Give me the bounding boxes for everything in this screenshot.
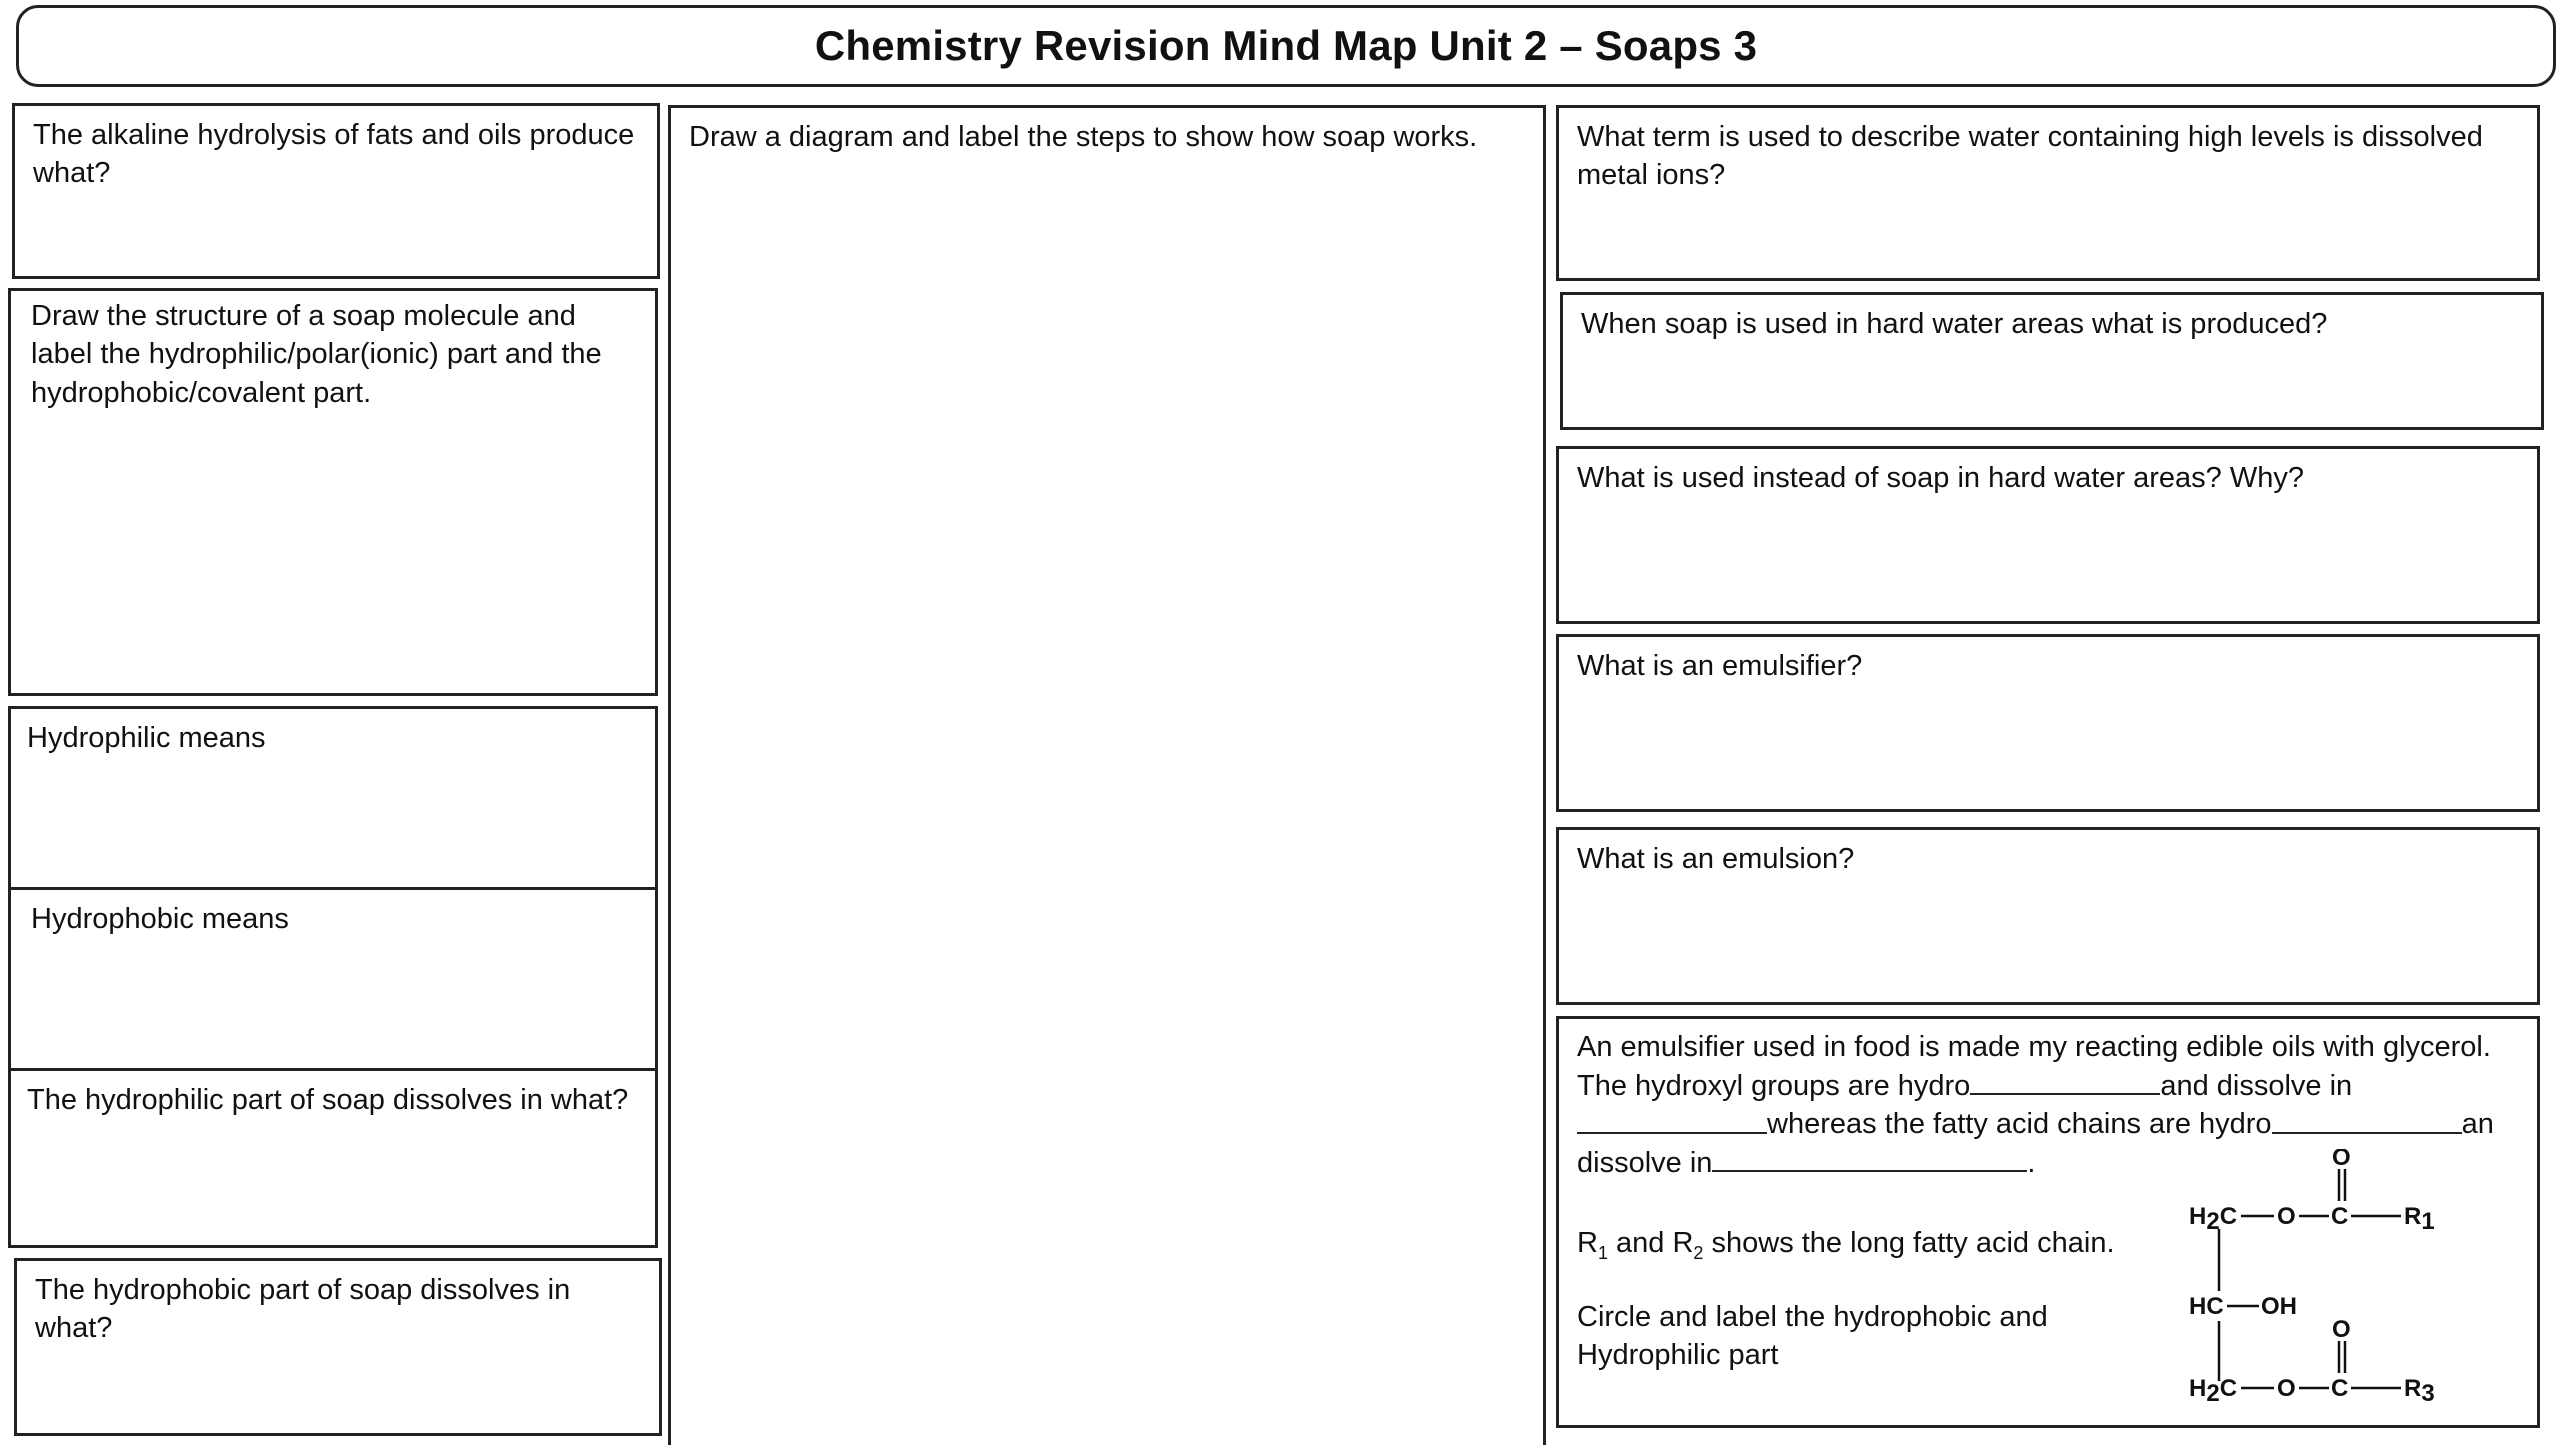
question-emulsifier: What is an emulsifier? <box>1577 650 1863 682</box>
question-hydrophilic-means: Hydrophilic means <box>27 722 266 754</box>
fatty-acid-note: $R_1$ and $R_2$ shows the long fatty acid chain. <box>1577 1227 2115 1263</box>
box-emulsifier <box>1556 634 2540 812</box>
structure-c-bottom: C <box>2331 1375 2349 1402</box>
structure-hc: HC <box>2189 1293 2224 1320</box>
emulsifier-line-1: An emulsifier used in food is made my reacting edible oils with glycerol. <box>1577 1031 2491 1063</box>
box-hydrophobic-means <box>8 887 658 1071</box>
box-hydrophobic-dissolves <box>14 1258 662 1436</box>
glyceride-structure <box>2179 1149 2499 1429</box>
blank-dissolve-2[interactable] <box>1712 1144 2027 1172</box>
title-banner <box>16 5 2556 87</box>
structure-h2c-bottom: H2C <box>2189 1375 2238 1407</box>
box-hard-water-term <box>1556 105 2540 281</box>
circle-instruction-1: Circle and label the hydrophobic and <box>1577 1301 2048 1334</box>
question-soap-alternative: What is used instead of soap in hard water areas? Why? <box>1577 462 2304 494</box>
box-emulsion <box>1556 827 2540 1005</box>
question-soap-structure: Draw the structure of a soap molecule and label the hydrophilic/polar(ionic) part and the hydrophobic/covalent part. <box>31 300 602 409</box>
box-how-soap-works <box>668 105 1546 1445</box>
question-how-soap-works: Draw a diagram and label the steps to show how soap works. <box>689 121 1478 153</box>
blank-hydro-2[interactable] <box>2272 1105 2462 1133</box>
box-hard-water-product <box>1560 292 2544 430</box>
structure-o-double-top: O <box>2332 1149 2351 1171</box>
emulsifier-line-4: dissolve in . <box>1577 1144 2519 1183</box>
box-soap-structure <box>8 288 658 696</box>
question-alkaline-hydrolysis: The alkaline hydrolysis of fats and oils produce what? <box>33 119 635 190</box>
question-hard-water-term: What term is used to describe water containing high levels is dissolved metal ions? <box>1577 121 2483 192</box>
box-emulsifier-food <box>1556 1016 2540 1428</box>
box-alkaline-hydrolysis <box>12 103 660 279</box>
structure-c-top: C <box>2331 1203 2349 1230</box>
emulsifier-line-2: The hydroxyl groups are hydro and dissolve in <box>1577 1067 2519 1106</box>
blank-dissolve-1[interactable] <box>1577 1105 1767 1133</box>
blank-hydro-1[interactable] <box>1970 1067 2160 1095</box>
circle-instruction-2: Hydrophilic part <box>1577 1338 1779 1371</box>
structure-h2c-top: H2C <box>2189 1203 2238 1235</box>
structure-o-double-bottom: O <box>2332 1316 2351 1343</box>
structure-oh: OH <box>2261 1293 2297 1320</box>
box-soap-alternative <box>1556 446 2540 624</box>
box-hydrophilic-dissolves <box>8 1068 658 1248</box>
question-emulsion: What is an emulsion? <box>1577 843 1855 875</box>
question-hydrophilic-dissolves: The hydrophilic part of soap dissolves in what? <box>27 1084 629 1116</box>
structure-o-bottom: O <box>2277 1375 2296 1402</box>
page-title: Chemistry Revision Mind Map Unit 2 – Soaps 3 <box>814 22 1758 69</box>
box-hydrophilic-means <box>8 706 658 890</box>
question-hydrophobic-dissolves: The hydrophobic part of soap dissolves in what? <box>35 1274 571 1345</box>
question-hydrophobic-means: Hydrophobic means <box>31 903 289 935</box>
emulsifier-line-3: whereas the fatty acid chains are hydro an <box>1577 1105 2519 1144</box>
structure-r3: R3 <box>2404 1375 2435 1407</box>
structure-o-top: O <box>2277 1203 2296 1230</box>
structure-r1: R1 <box>2404 1203 2435 1235</box>
question-hard-water-product: When soap is used in hard water areas what is produced? <box>1581 308 2328 340</box>
